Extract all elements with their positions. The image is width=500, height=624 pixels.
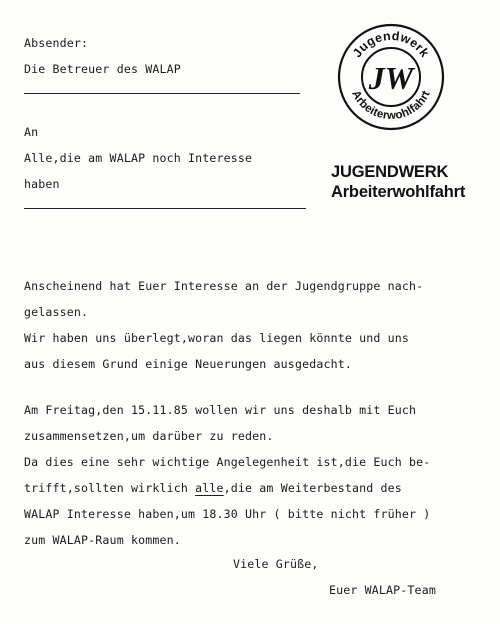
brand-line-2: Arbeiterwohlfahrt <box>331 183 466 201</box>
logo-ring-top-text: Jugendwerk <box>349 28 433 61</box>
body-line: Wir haben uns überlegt,woran das liegen könnte und uns <box>24 331 410 345</box>
body-line: WALAP Interesse haben,um 18.30 Uhr ( bitte nicht früher ) <box>24 507 431 521</box>
body-line <box>24 481 402 495</box>
jugendwerk-logo <box>336 22 446 132</box>
brand-line-1: JUGENDWERK <box>331 163 449 181</box>
body-line: Da dies eine sehr wichtige Angelegenheit ist,die Euch be- <box>24 455 431 469</box>
underlined-emphasis: alle <box>195 481 224 495</box>
body-line: zum WALAP-Raum kommen. <box>24 533 181 547</box>
closing-greeting: Viele Grüße, <box>233 557 319 571</box>
logo-ring-bottom-text: Arbeiterwohlfahrt <box>349 88 433 123</box>
body-text: trifft,sollten wirklich <box>24 481 196 495</box>
recipient-line-2: haben <box>24 177 60 191</box>
body-line: Am Freitag,den 15.11.85 wollen wir uns deshalb mit Euch <box>24 403 417 417</box>
body-line: gelassen. <box>24 305 89 319</box>
sender-underline <box>24 93 300 94</box>
recipient-heading: An <box>24 125 39 139</box>
body-line: Anscheinend hat Euer Interesse an der Jugendgruppe nach- <box>24 279 424 293</box>
sender-heading: Absender: <box>24 36 89 50</box>
recipient-underline <box>24 208 306 209</box>
logo-monogram: JW <box>368 60 414 96</box>
body-line: aus diesem Grund einige Neuerungen ausgedacht. <box>24 357 352 371</box>
closing-signature: Euer WALAP-Team <box>329 583 436 597</box>
body-text: ,die am Weiterbestand des <box>223 481 402 495</box>
recipient-line-1: Alle,die am WALAP noch Interesse <box>24 151 253 165</box>
body-line: zusammensetzen,um darüber zu reden. <box>24 429 274 443</box>
sender-name: Die Betreuer des WALAP <box>24 62 181 76</box>
